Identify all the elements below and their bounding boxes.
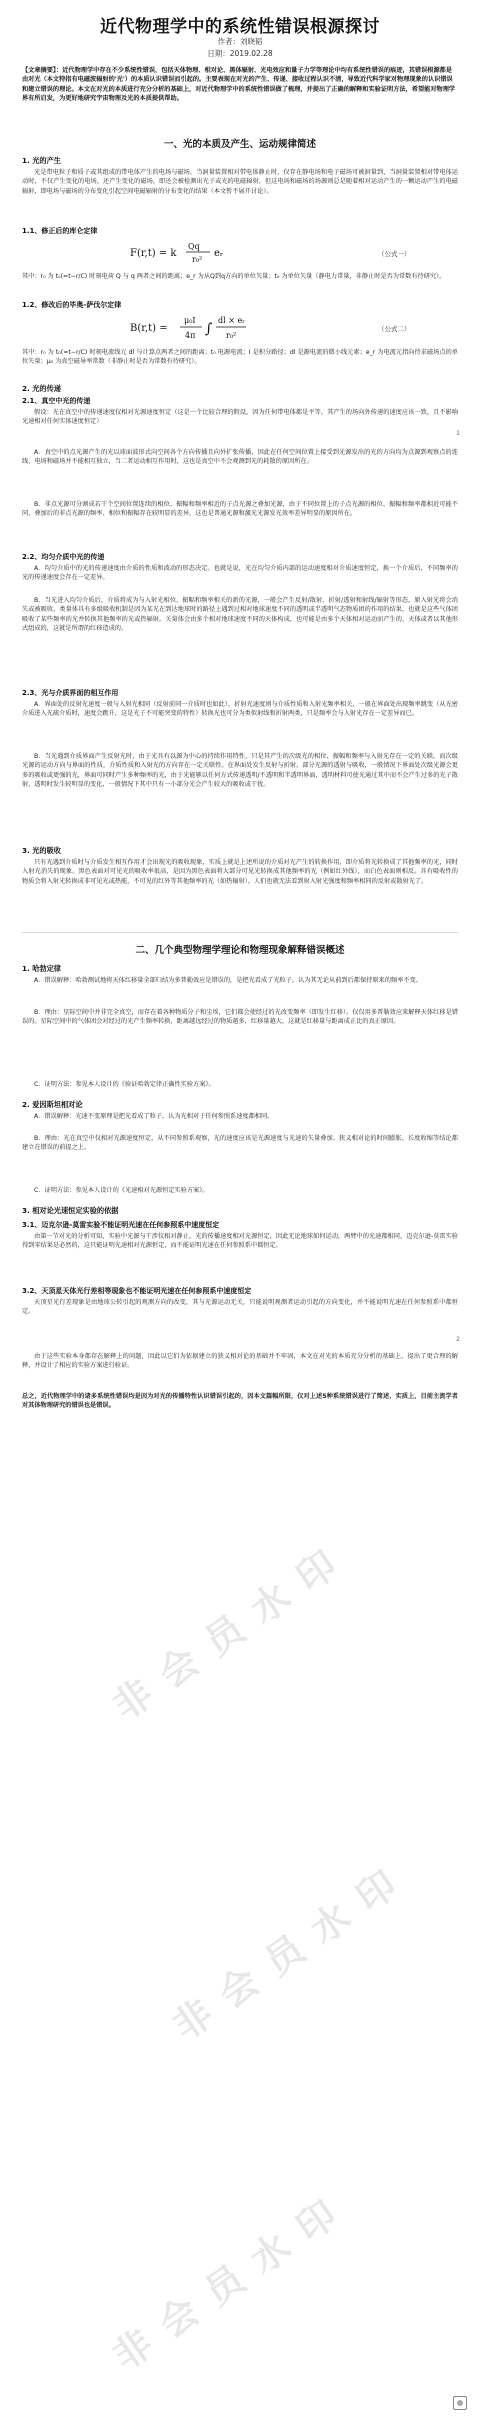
svg-text:r₀²: r₀² bbox=[226, 331, 237, 340]
para-relativity-a: A．错误解释：光速不变原理是把光看成了粒子，认为光相对于任何参照系速度都相同。 bbox=[34, 1113, 274, 1120]
formula-1-number: （公式一） bbox=[378, 250, 411, 258]
heading-hubble: 1. 哈勃定律 bbox=[22, 964, 61, 973]
para-vacuum-a: A．真空中的点光源产生的光以球面波形式向空间各个方向传播且向外扩张传播，因此在任何空间位置上接受到光源发出的光的方向均为点源到观察点的连线，电场和磁场并不能相互独立，当二者运动相互作用时，这也是真空中不会观测到光的耗散的原因所在。 bbox=[22, 449, 458, 466]
logo-icon bbox=[453, 2396, 467, 2410]
heading-relativity: 2. 爱因斯坦相对论 bbox=[22, 1100, 83, 1109]
para-relativity-c: C．证明方法：参见本人设计的《光速相对光源恒定实验方案》。 bbox=[34, 1187, 209, 1194]
svg-text:B(r,t) =: B(r,t) = bbox=[130, 323, 168, 334]
watermark: 非会员水印 bbox=[104, 1532, 360, 1729]
para-michelson: 由第一节对光的分析可知，实验中光源与干涉仪相对静止，光的传播速度相对光源恒定，因此无论地球如何运动，两臂中的光速都相同，迈克尔逊-莫雷实验得到零结果是必然的，这只能证明光速相对光源恒定，而不能证明光速在任何参照系中都恒定。 bbox=[22, 1233, 458, 1250]
formula-1-note: 其中：r₀ 为 t₀(=t−r/C) 时刻电荷 Q 与 q 两者之间的距离；e_r 为从Q到q方向的单位矢量；t₀ 为单位矢量（静电力常量，非静止时是否为常数有待研究）。 bbox=[22, 273, 446, 280]
divider bbox=[22, 932, 458, 933]
svg-text:4π: 4π bbox=[185, 331, 196, 340]
svg-text:F(r,t) = k: F(r,t) = k bbox=[130, 248, 177, 259]
formula-2-note: 其中：r₀ 为 t₀(=t−r/C) 时刻电流线元 dl 与计算点两者之间的距离；t₀ 电源电流；I 是积分路径；dl 是源电流的微小线元素；e_r 为电流元指向待求磁场点的单位矢量；μ₀ 为真空磁导率常数（非静止时是否为常数有待研究）。 bbox=[22, 349, 458, 366]
svg-text:r₀²: r₀² bbox=[192, 255, 203, 264]
svg-text:∫: ∫ bbox=[205, 321, 213, 337]
heading-vacuum: 2.1、真空中光的传递 bbox=[22, 397, 91, 405]
heading-interface: 2.3、光与介质界面的相互作用 bbox=[22, 689, 119, 697]
abstract: 【文章摘要】：近代物理学中存在不少系统性错误，包括天体物理、相对论、黑体辐射、光电效应和量子力学等理论中均有系统性错误的痕迹，其错误根源都是由对光（本文特指有电磁波辐射的'光'）的本质认识错误而引起的。主要表现在对光的产生、传递、接收过程认识不清，导致近代科学家对物理现象的认识错误和建立错误的理论。本文在对光的本质进行充分分析的基础上，对近代物理学中的系统性错误做了梳理，并提出了正确的解释和实验证明方法，希望能对物理学界有所启发，为更好地研究宇宙物理及光的本质提供帮助。 bbox=[22, 67, 456, 102]
author-line: 作者：刘晓韬 bbox=[217, 37, 263, 46]
svg-text:μ₀I: μ₀I bbox=[184, 316, 196, 325]
svg-text:eᵣ: eᵣ bbox=[214, 248, 224, 259]
para-absorption: 只有光遇到介质时与介质发生相互作用才会出现光的吸收现象，实质上就是上述所说的介质对光产生的转换作用，即介质将光转换成了其他频率的光，同时入射光消失的现象。黑色表面对可见光的吸收率很高，是因为黑色表面将大部分可见光转换成其他频率的光（例如红外线），而白色表面则相反。具有吸收性的物质会将入射光转换成非可见光或热能，不可见的红外等其他频率的光（如热辐射），人们也就无法看到射入射光强度和频率相同的反射或散射光了。 bbox=[22, 859, 458, 885]
paper-page: 近代物理学中的系统性错误根源探讨 作者：刘晓韬 日期：2019.02.28 【文章摘要】：近代物理学中存在不少系统性错误，包括天体物理、相对论、黑体辐射、光电效应和量子力学等理论中均有系统性错误的痕迹，其错误根源都是由对光（本文特指有电磁波辐射的'光'）的本质认识错误而引起的。主要表现在对光的产生、传递、接收过程认识不清，导致近代科学家对物理现象的认识错误和建立错误的理论。本文在对光的本质进行充分分析的基础上，对近代物理学中的系统性错误做了梳理，并提出了正确的解释和实验证明方法，希望能对物理学界有所启发，为更好地研究宇宙物理及光的本质提供帮助。 一、光的本质及产生、运动规律简述 1. 光的产生 光是带电粒子和质子或其组成的带电体产生的电场与磁场，当洞量装置相对带电体静止时，仅存在静电场和电子磁场可被洞量到，当洞量装置相对带电体运动时，不仅产生变化的电场，还产生变化的磁场，即还会被检测出光子或光的电磁辐射，但这电场和磁场的场源则总是随着相对运动产生的一颗运动产生的电磁辐射，即电场与磁场的分布变化引起空间电磁辐射的分布变化的结果（本文暂不展开讨论）。 1.1、修正后的库仑定律 F(r,t) = k Qq r₀² eᵣ （公式一） 其中：r₀ 为 t₀(=t−r/C) 时刻电荷 Q 与 q 两者之间的距离；e_r 为从Q到q方向的单位矢量；t₀ 为单位矢量（静电力常量，非静止时是否为常数有待研究）。 1.2、修改后的毕奥-萨伐尔定律 B(r,t) = μ₀I 4π ∫ dl × eᵣ r₀² （公式二） 其中：r₀ 为 t₀(=t−r/C) 时刻电流线元 dl 与计算点两者之间的距离；t₀ 电源电流；I 是积分路径；dl 是源电流的微小线元素；e_r 为电流元指向待求磁场点的单位矢量；μ₀ 为真空磁导率常数（非静止时是否为常数有待研究）。 2. 光的传递 2.1、真空中光的传递 假设：光在真空中的传递速度仅相对光源速度恒定（这是一个比较合理的假设，因为任何带电体都是平等，其产生的场向外传递的速度应该一致，且不影响光速相对任何实体速度恒定） 1 A．真空中的点光源产生的光以球面波形式向空间各个方向传播且向外扩张传播，因此在任何空间位置上接受到光源发出的光的方向均为点源到观察点的连线，电场和磁场并不能相互独立，当二者运动相互作用时，这也是真空中不会观测到光的耗散的原因所在。 B．非点光源可分割成若干个空间位置连续的相位、振幅和频率相近的子点光源之叠加光源，由于不同位置上的子点光源的相位、振幅和频率都相近可能不同，叠加后的非点光源的频率、相位和振幅存在较明显的差异，这也是普通光源和激光光源发光效率差异明显的原因所在。 2.2、均匀介质中光的传递 A．均匀介质中的光的传递速度由介质的性质和波动的形态决定。也就是说，光在均匀介质内部的运动速度相对介质速度恒定，换一个介质后，不同频率的光的传递速度会存在一定差异。 B．当光进入均匀介质后，介质将成为与入射光相位、振幅和频率相关的新的光源，一般会产生反射/散射、折射/透射和射线/辐射等形态，原入射光将会消失或被吸收，类量体具有多级吸收机制是因为某光在到达地球时的路径上遇到过相对地球速度不同的透明或半透明气态物质团的作用的结果，也就是这些气体团吸收了某些频率的光并转换其他频率的光或热辐射。关量体会由多个相对地球速度不同的天体构成，也可能是由多个天体相对运动而产生的，天体或者以其他形式组成的，这就是所谓的红移造成的。 2.3、光与介质界面的相互作用 A．界面处的反射光速度一般与入射光相同（反射前同一介质时也如此），折射光速度则与介质性质和入射光频率相关，一般在界面处出现频率跳变（从光密介质进入光疏介质时，速度会跳升，这是光子不可能突变的特性）转换光也可分为类似射线和折射两类，只是频率会与入射光存在一定差异而已。 B．当光遇到介质界面产生反射光时，由于光具有以源为中心的持续作用特性，只是其产生的次级光的相位、振幅和频率与入射光存在一定的关联，而次级光源的运动方向与界面的性质，介质性质和入射光的方向存在一定关联性。在界面处发生反射与折射，部分光源的透射与吸收，一般情况下界面处次级光源会更多的吸收或更强的光，界面可同时产生多种频率的光，由于光能够以任何方式传递透明/不透明和半透明界面，透明材料可使光通过其中而不会产生过多的光子散射，透明时发生较明显的变化，一般情况下其中只有一小部分光会产生较大的吸收或干扰。 3. 光的吸收 只有光遇到介质时与介质发生相互作用才会出现光的吸收现象，实质上就是上述所说的介质对光产生的转换作用，即介质将光转换成了其他频率的光，同时入射光消失的现象。黑色表面对可见光的吸收率很高，是因为黑色表面将大部分可见光转换成其他频率的光（例如红外线），而白色表面则相反。具有吸收性的物质会将入射光转换成非可见光或热能，不可见的红外等其他频率的光（如热辐射），人们也就无法看到射入射光强度和频率相同的反射或散射光了。 二、几个典型物理学理论和物理现象解释错误概述 1. 哈勃定律 A．错误解释：哈勃测试地将天体红移量全部归结为多普勒效应是错误的，是把光看成了光粒子，认为其无论从前到后都保持原来的频率不变。 B．理由：星际空间中并非完全真空，而存在着各种物质分子和尘埃，它们都会使经过的光改变频率（即发生红移）。仅仅用多普勒效应来解释天体红移是错误的。星际空间中的气体团会对经过的光产生频率转换，距离越远经过的物质越多，红移量越大，这就是红移量与距离成正比的真正原因。 C．证明方法：参见本人设计的《验证哈勃定律正确性实验方案》。 2. 爱因斯坦相对论 A．错误解释：光速不变原理是把光看成了粒子，认为光相对于任何参照系速度都相同。 B．理由：光在真空中仅相对光源速度恒定，从不同参照系观察，光的速度应该是光源速度与光速的矢量叠加。狭义相对论的时间膨胀、长度收缩等结论都建立在错误的前提之上。 C．证明方法：参见本人设计的《光速相对光源恒定实验方案》。 3. 相对论光速恒定实验的依据 3.1、迈克尔逊-莫雷实验不能证明光速在任何参照系中速度恒定 由第一节对光的分析可知，实验中光源与干涉仪相对静止，光的传播速度相对光源恒定，因此无论地球如何运动，两臂中的光速都相同，迈克尔逊-莫雷实验得到零结果是必然的，这只能证明光速相对光源恒定，而不能证明光速在任何参照系中都恒定。 3.2、天顶星天体光行差相等现象也不能证明光速在任何参照系中速度恒定 天顶星光行差现象是由地球公转引起的观测方向的改变，其与光源运动无关，只能说明观测者运动引起的方向变化，并不能说明光速在任何参照系中都恒定。 2 由于这些实验本身都存在解释上的问题，因此以它们为依据建立的狭义相对论的基础并不牢固，本文在对光的本质充分分析的基础上，提出了更合理的解释，并设计了相应的实验方案进行验证。 总之，近代物理学中的诸多系统性错误均是因为对光的传播特性认识错误引起的，因本文篇幅所限，仅对上述5种系统错误进行了简述，实质上，目前主流学者对其体物理研究的错误也是错误。 非会员水印 非会员水印 非会员水印 bbox=[0, 0, 480, 2426]
para-hubble-b: B．理由：星际空间中并非完全真空，而存在着各种物质分子和尘埃，它们都会使经过的光改变频率（即发生红移）。仅仅用多普勒效应来解释天体红移是错误的。星际空间中的气体团会对经过的光产生频率转换，距离越远经过的物质越多，红移量越大，这就是红移量与距离成正比的真正原因。 bbox=[22, 1009, 458, 1026]
para-relativity-b: B．理由：光在真空中仅相对光源速度恒定，从不同参照系观察，光的速度应该是光源速度与光速的矢量叠加。狭义相对论的时间膨胀、长度收缩等结论都建立在错误的前提之上。 bbox=[22, 1135, 458, 1152]
heading-absorption: 3. 光的吸收 bbox=[22, 846, 61, 855]
para-hubble-a: A．错误解释：哈勃测试地将天体红移量全部归结为多普勒效应是错误的，是把光看成了光粒子，认为其无论从前到后都保持原来的频率不变。 bbox=[34, 977, 422, 984]
date-line: 日期：2019.02.28 bbox=[207, 49, 273, 58]
heading-uniform-medium: 2.2、均匀介质中光的传递 bbox=[22, 553, 105, 561]
heading-aberration: 3.2、天顶星天体光行差相等现象也不能证明光速在任何参照系中速度恒定 bbox=[22, 1287, 252, 1295]
para-hubble-c: C．证明方法：参见本人设计的《验证哈勃定律正确性实验方案》。 bbox=[34, 1081, 215, 1088]
para-vacuum-b: B．非点光源可分割成若干个空间位置连续的相位、振幅和频率相近的子点光源之叠加光源，由于不同位置上的子点光源的相位、振幅和频率都相近可能不同，叠加后的非点光源的频率、相位和振幅存在较明显的差异，这也是普通光源和激光光源发光效率差异明显的原因所在。 bbox=[22, 501, 458, 518]
paper-title: 近代物理学中的系统性错误根源探讨 bbox=[100, 17, 380, 37]
formula-2-number: （公式二） bbox=[378, 325, 411, 333]
para-aberration: 天顶星光行差现象是由地球公转引起的观测方向的改变，其与光源运动无关，只能说明观测者运动引起的方向变化，并不能说明光速在任何参照系中都恒定。 bbox=[22, 1299, 458, 1316]
heading-coulomb-law: 1.1、修正后的库仑定律 bbox=[22, 227, 98, 235]
heading-michelson: 3.1、迈克尔逊-莫雷实验不能证明光速在任何参照系中速度恒定 bbox=[22, 1221, 220, 1229]
formula-1-svg bbox=[130, 238, 250, 266]
para-vacuum-hypothesis: 假设：光在真空中的传递速度仅相对光源速度恒定（这是一个比较合理的假设，因为任何带电体都是平等，其产生的场向外传递的速度应该一致，且不影响光速相对任何实体速度恒定） bbox=[22, 409, 458, 426]
para-interface-a: A．界面处的反射光速度一般与入射光相同（反射前同一介质时也如此），折射光速度则与介质性质和入射光频率相关，一般在界面处出现频率跳变（从光密介质进入光疏介质时，速度会跳升，这是光子不可能突变的特性）转换光也可分为类似射线和折射两类，只是频率会与入射光存在一定差异而已。 bbox=[22, 701, 458, 718]
watermark: 非会员水印 bbox=[104, 2182, 360, 2379]
heading-experiments: 3. 相对论光速恒定实验的依据 bbox=[22, 1206, 119, 1215]
para-light-production: 光是带电粒子和质子或其组成的带电体产生的电场与磁场，当洞量装置相对带电体静止时，仅存在静电场和电子磁场可被洞量到，当洞量装置相对带电体运动时，不仅产生变化的电场，还产生变化的磁场，即还会被检测出光子或光的电磁辐射，但这电场和磁场的场源则总是随着相对运动产生的一颗运动产生的电磁辐射，即电场与磁场的分布变化引起空间电磁辐射的分布变化的结果（本文暂不展开讨论）。 bbox=[22, 169, 458, 195]
svg-text:Qq: Qq bbox=[188, 242, 200, 251]
para-conclusion: 由于这些实验本身都存在解释上的问题，因此以它们为依据建立的狭义相对论的基础并不牢固，本文在对光的本质充分分析的基础上，提出了更合理的解释，并设计了相应的实验方案进行验证。 bbox=[22, 1353, 458, 1370]
heading-biot-savart: 1.2、修改后的毕奥-萨伐尔定律 bbox=[22, 301, 122, 309]
para-summary: 总之，近代物理学中的诸多系统性错误均是因为对光的传播特性认识错误引起的，因本文篇幅所限，仅对上述5种系统错误进行了简述，实质上，目前主流学者对其体物理研究的错误也是错误。 bbox=[22, 1393, 458, 1410]
heading-light-transmission: 2. 光的传递 bbox=[22, 384, 61, 393]
para-interface-b: B．当光遇到介质界面产生反射光时，由于光具有以源为中心的持续作用特性，只是其产生的次级光的相位、振幅和频率与入射光存在一定的关联，而次级光源的运动方向与界面的性质，介质性质和入射光的方向存在一定关联性。在界面处发生反射与折射，部分光源的透射与吸收，一般情况下界面处次级光源会更多的吸收或更强的光，界面可同时产生多种频率的光，由于光能够以任何方式传递透明/不透明和半透明界面，透明材料可使光通过其中而不会产生过多的光子散射，透明时发生较明显的变化，一般情况下其中只有一小部分光会产生较大的吸收或干扰。 bbox=[22, 753, 458, 789]
site-logo bbox=[453, 2396, 470, 2410]
formula-2-svg bbox=[130, 312, 270, 342]
heading-light-production: 1. 光的产生 bbox=[22, 156, 61, 165]
para-medium-b: B．当光进入均匀介质后，介质将成为与入射光相位、振幅和频率相关的新的光源，一般会产生反射/散射、折射/透射和射线/辐射等形态，原入射光将会消失或被吸收，类量体具有多级吸收机制是因为某光在到达地球时的路径上遇到过相对地球速度不同的透明或半透明气态物质团的作用的结果，也就是这些气体团吸收了某些频率的光并转换其他频率的光或热辐射。关量体会由多个相对地球速度不同的天体构成，也可能是由多个天体相对运动而产生的，天体或者以其他形式组成的，这就是所谓的红移造成的。 bbox=[22, 597, 458, 633]
section-1-title: 一、光的本质及产生、运动规律简述 bbox=[163, 139, 316, 150]
para-medium-a: A．均匀介质中的光的传递速度由介质的性质和波动的形态决定。也就是说，光在均匀介质内部的运动速度相对介质速度恒定，换一个介质后，不同频率的光的传递速度会存在一定差异。 bbox=[22, 565, 458, 582]
watermark: 非会员水印 bbox=[164, 1852, 420, 2049]
section-2-title: 二、几个典型物理学理论和物理现象解释错误概述 bbox=[135, 945, 345, 956]
svg-text:dl × eᵣ: dl × eᵣ bbox=[218, 316, 245, 325]
